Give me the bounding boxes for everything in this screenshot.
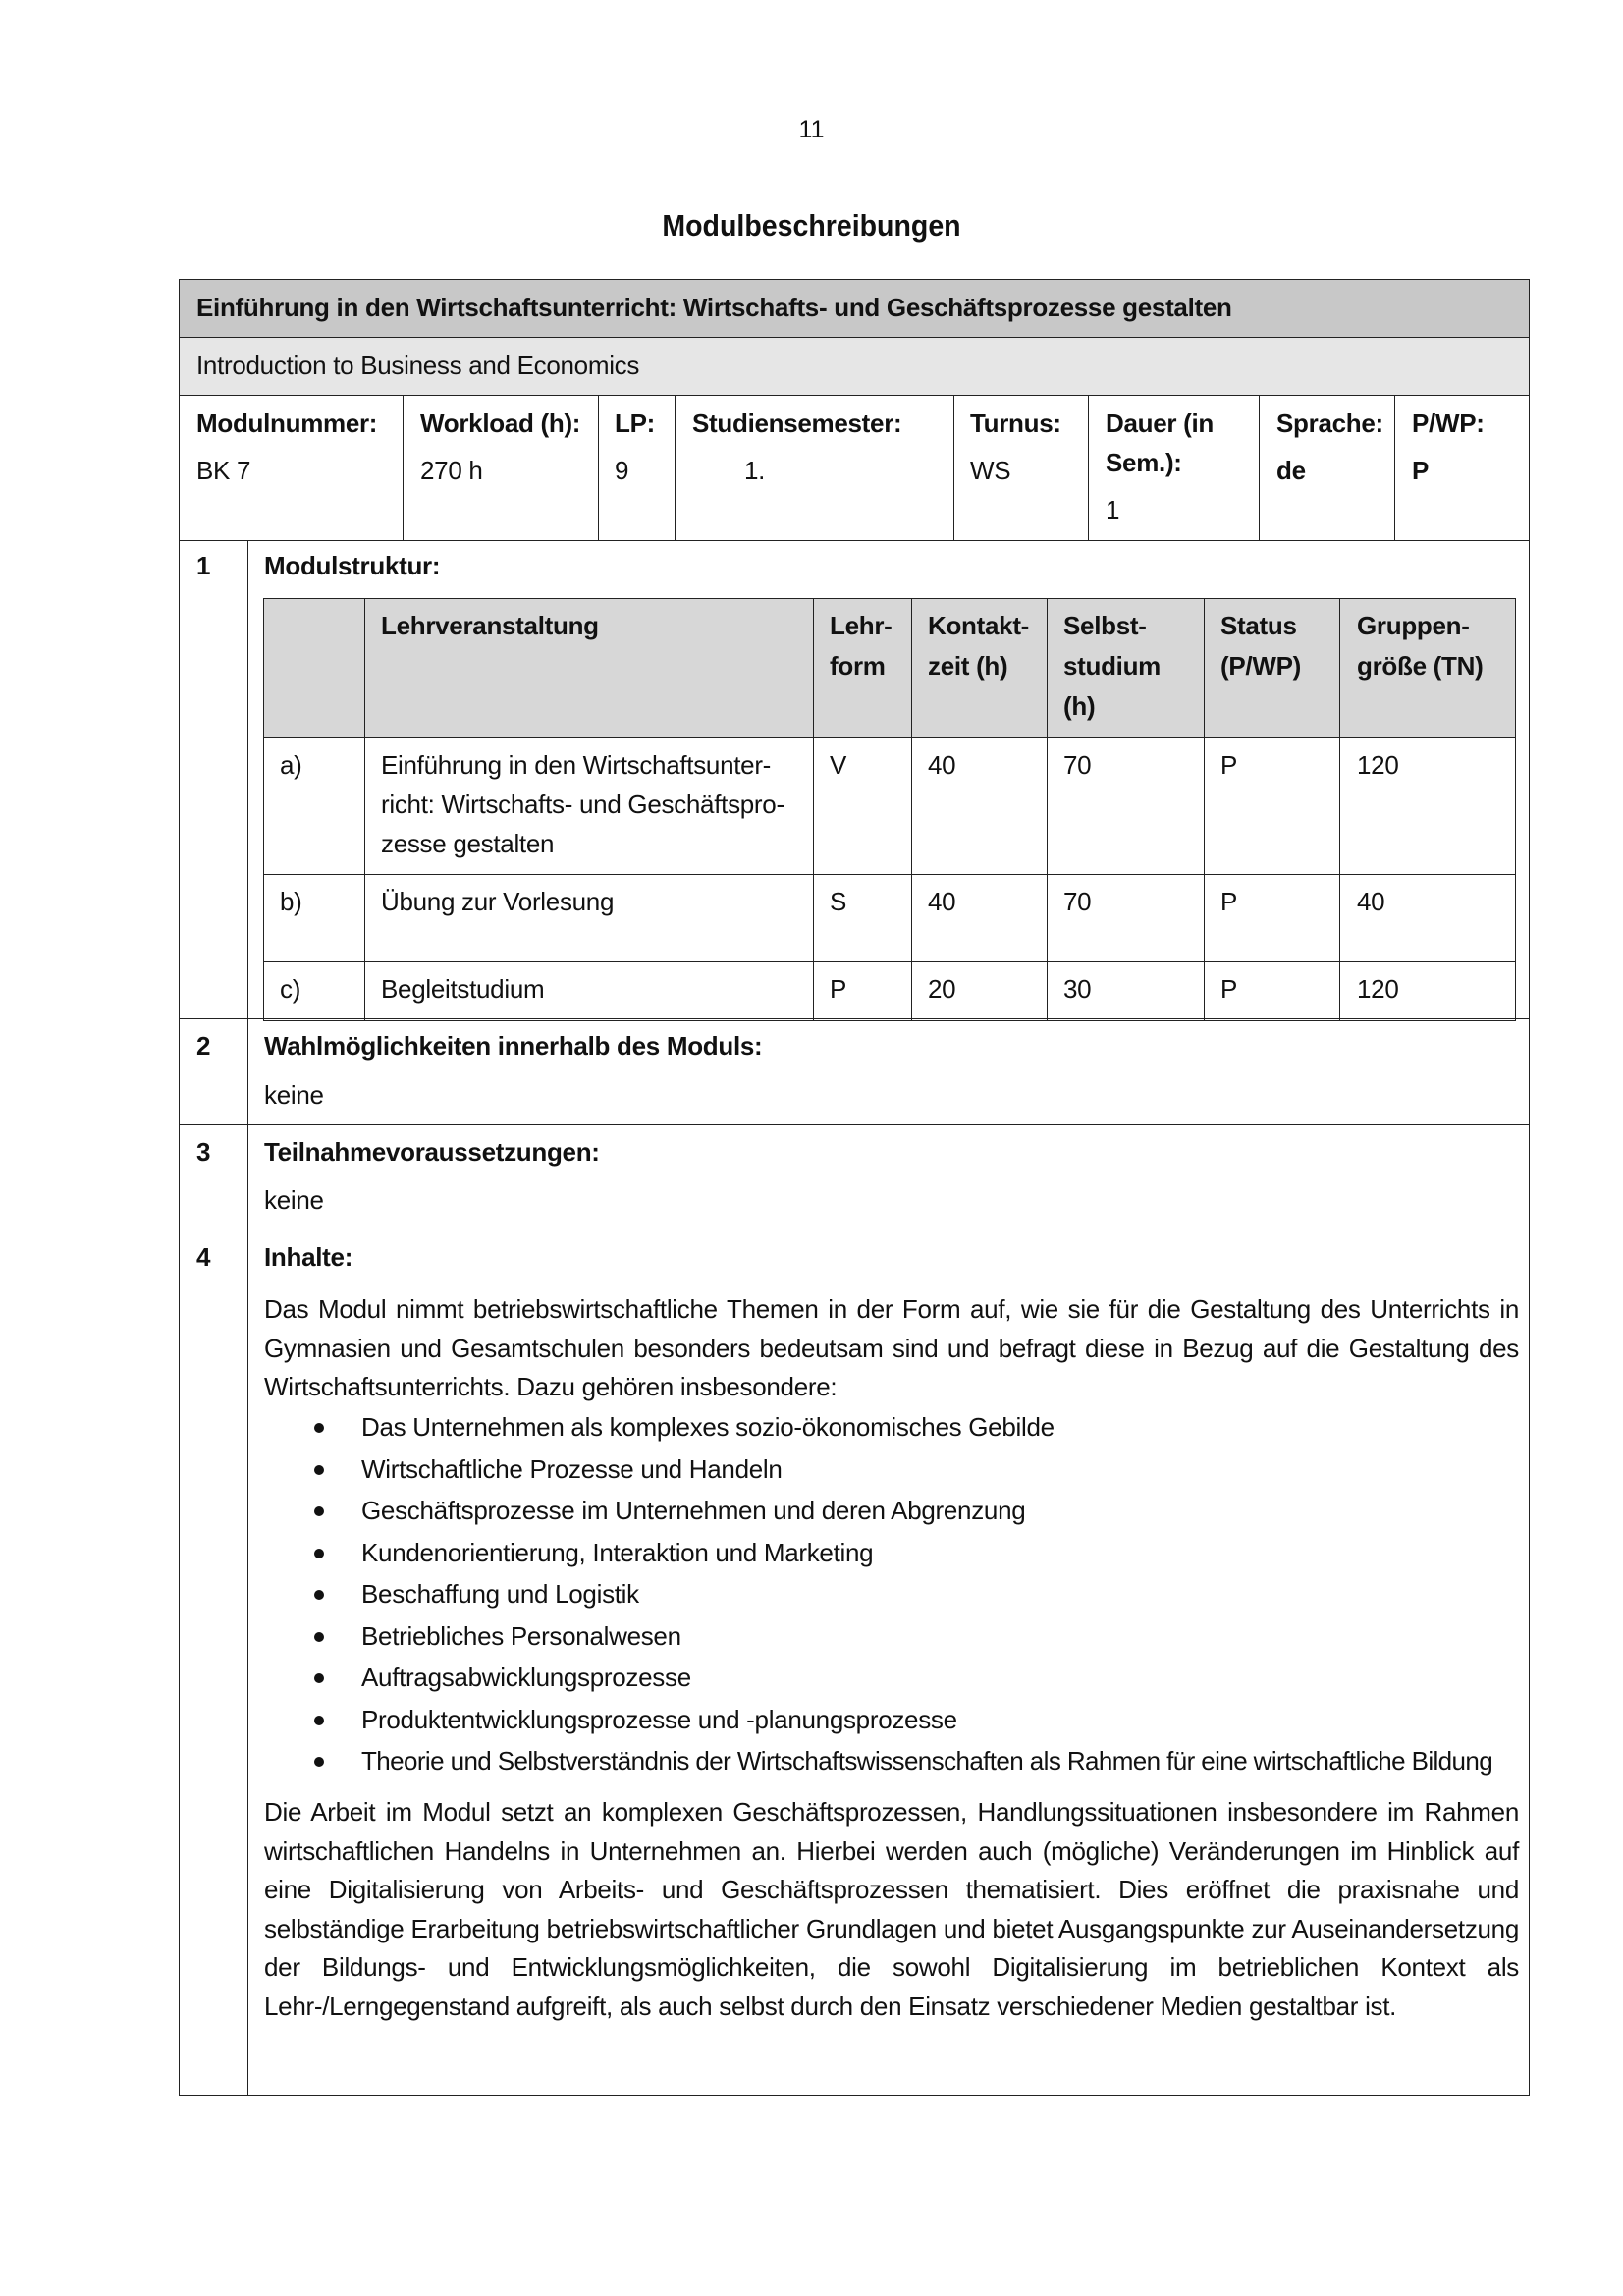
- divider: [598, 395, 599, 540]
- header-lehrform: Lehr-: [830, 611, 893, 640]
- bullet-icon: [314, 1549, 324, 1558]
- list-item-text: Auftragsabwicklungsprozesse: [361, 1663, 691, 1692]
- header-selbststudium-unit: (h): [1063, 691, 1096, 721]
- bullet-icon: [314, 1590, 324, 1600]
- dauer-value: 1: [1106, 495, 1120, 524]
- row-a-lehrform: V: [830, 750, 847, 780]
- list-item: [310, 1657, 1492, 1699]
- divider: [263, 874, 1516, 875]
- row-b-id: b): [280, 887, 302, 916]
- list-item-text: Das Unternehmen als komplexes sozio-ökonomisches Gebilde: [361, 1412, 1055, 1442]
- row-c-status: P: [1220, 974, 1238, 1004]
- divider: [179, 337, 1530, 338]
- bullet-icon: [314, 1673, 324, 1683]
- modulnummer-label: Modulnummer:: [196, 409, 378, 438]
- turnus-value: WS: [970, 456, 1011, 485]
- list-item: [310, 1532, 1492, 1574]
- section-4-intro: Das Modul nimmt betriebswirtschaftliche Themen in der Form auf, wie sie für die Gestaltung des Unterrichts in Gymnasien und Gesamtschulen besonders bedeutsam sind und befragt diese in Bezug auf die Gestaltung des Wirtschaftsunterrichts. Dazu gehören insbesondere:: [264, 1294, 1519, 1401]
- bullet-icon: [314, 1757, 324, 1767]
- section-4-outro: Die Arbeit im Modul setzt an komplexen Geschäftsprozessen, Handlungssituationen insbesondere im Rahmen wirtschaftlichen Handelns in Unternehmen an. Hierbei werden auch (mögliche) Veränderungen im Hinblick auf eine Digitalisierung von Arbeits- und Geschäftsprozessen thematisiert. Dies eröffnet die praxisnahe und selbständige Erarbeitung betriebswirtschaftlicher Grundlagen und bietet Ausgangspunkte zur Auseinandersetzung der Bildungs- und Entwicklungsmöglichkeiten, die sowohl Digitalisierung im betrieblichen Kontext als Lehr-/Lerngegenstand aufgreift, als auch selbst durch den Einsatz verschiedener Medien gestaltbar ist.: [264, 1797, 1519, 2021]
- list-item-text: Wirtschaftliche Prozesse und Handeln: [361, 1453, 783, 1484]
- list-item: [310, 1740, 1492, 1782]
- row-a-gruppengroesse: 120: [1357, 750, 1399, 780]
- row-a-name-line3: zesse gestalten: [381, 829, 555, 858]
- bullet-icon: [314, 1716, 324, 1725]
- modulnummer-value: BK 7: [196, 456, 251, 485]
- section-2-text: keine: [264, 1080, 324, 1110]
- section-3-number: 3: [196, 1137, 211, 1167]
- list-item: [310, 1615, 1492, 1658]
- list-item-text: Theorie und Selbstverständnis der Wirtschaftswissenschaften als Rahmen für eine wirtschaftliche Bildung: [361, 1746, 1493, 1776]
- header-gruppengroesse: Gruppen-: [1357, 611, 1470, 640]
- list-item-text: Betriebliches Personalwesen: [361, 1620, 681, 1651]
- page-number: 11: [798, 116, 825, 143]
- row-c-lehrform: P: [830, 974, 847, 1004]
- row-b-selbststudium: 70: [1063, 887, 1092, 916]
- row-b-status: P: [1220, 887, 1238, 916]
- row-c-gruppengroesse: 120: [1357, 974, 1399, 1004]
- semester-value: 1.: [744, 456, 766, 485]
- divider: [1047, 598, 1048, 1020]
- section-4-heading: Inhalte:: [264, 1242, 353, 1272]
- row-c-kontaktzeit: 20: [928, 974, 956, 1004]
- divider: [1394, 395, 1395, 540]
- module-title: Einführung in den Wirtschaftsunterricht: Wirtschafts- und Geschäftsprozesse gestalten: [196, 293, 1232, 322]
- row-a-selbststudium: 70: [1063, 750, 1092, 780]
- header-kontaktzeit: Kontakt-: [928, 611, 1030, 640]
- divider: [403, 395, 404, 540]
- row-a-kontaktzeit: 40: [928, 750, 956, 780]
- row-c-id: c): [280, 974, 301, 1004]
- list-item: [310, 1699, 1492, 1741]
- section-3-text: keine: [264, 1185, 324, 1215]
- section-4-number: 4: [196, 1242, 211, 1272]
- section-1-number: 1: [196, 551, 211, 580]
- row-c-name: Begleitstudium: [381, 974, 545, 1004]
- divider: [263, 961, 1516, 962]
- divider: [263, 598, 1516, 599]
- dauer-label-cont: Sem.):: [1106, 448, 1182, 477]
- list-item-text: Kundenorientierung, Interaktion und Marketing: [361, 1537, 874, 1567]
- divider: [675, 395, 676, 540]
- divider: [179, 395, 1530, 396]
- pwp-label: P/WP:: [1412, 409, 1485, 438]
- list-item-text: Produktentwicklungsprozesse und -planungsprozesse: [361, 1704, 957, 1734]
- section-3-heading: Teilnahmevoraussetzungen:: [264, 1137, 600, 1167]
- lp-label: LP:: [615, 409, 655, 438]
- workload-value: 270 h: [420, 456, 483, 485]
- header-gruppengroesse-cont: größe (TN): [1357, 651, 1484, 681]
- row-b-kontaktzeit: 40: [928, 887, 956, 916]
- turnus-label: Turnus:: [970, 409, 1061, 438]
- row-c-selbststudium: 30: [1063, 974, 1092, 1004]
- section-2-number: 2: [196, 1031, 211, 1061]
- header-lehrform-cont: form: [830, 651, 886, 681]
- list-item-text: Beschaffung und Logistik: [361, 1579, 639, 1609]
- row-a-name: Einführung in den Wirtschaftsunter-: [381, 750, 772, 780]
- sprache-label: Sprache:: [1276, 409, 1383, 438]
- section-1-heading: Modulstruktur:: [264, 551, 441, 580]
- divider: [263, 598, 264, 1020]
- pwp-value: P: [1412, 456, 1430, 485]
- divider: [247, 540, 248, 2096]
- divider: [179, 540, 1530, 541]
- lp-value: 9: [615, 456, 629, 485]
- row-a-status: P: [1220, 750, 1238, 780]
- divider: [813, 598, 814, 1020]
- semester-label: Studiensemester:: [692, 409, 902, 438]
- list-item: [310, 1490, 1492, 1532]
- section-2-heading: Wahlmöglichkeiten innerhalb des Moduls:: [264, 1031, 763, 1061]
- dauer-label: Dauer (in: [1106, 409, 1214, 438]
- workload-label: Workload (h):: [420, 409, 581, 438]
- module-english-title: Introduction to Business and Economics: [196, 351, 640, 380]
- list-item: [310, 1406, 1492, 1449]
- divider: [953, 395, 954, 540]
- row-a-name-line2: richt: Wirtschafts- und Geschäftspro-: [381, 790, 784, 819]
- row-b-name: Übung zur Vorlesung: [381, 887, 615, 916]
- row-b-gruppengroesse: 40: [1357, 887, 1385, 916]
- bullet-icon: [314, 1632, 324, 1642]
- list-item-text: Geschäftsprozesse im Unternehmen und deren Abgrenzung: [361, 1496, 1026, 1525]
- divider: [1339, 598, 1340, 1020]
- header-selbststudium: Selbst-: [1063, 611, 1147, 640]
- divider: [263, 1020, 1516, 1021]
- header-kontaktzeit-cont: zeit (h): [928, 651, 1008, 681]
- divider: [179, 1124, 1530, 1125]
- divider: [1204, 598, 1205, 1020]
- list-item: [310, 1573, 1492, 1615]
- sprache-value: de: [1276, 456, 1306, 485]
- header-selbststudium-cont: studium: [1063, 651, 1162, 681]
- divider: [1515, 598, 1516, 1020]
- header-status: Status: [1220, 611, 1297, 640]
- bullet-icon: [314, 1423, 324, 1433]
- header-lehrveranstaltung: Lehrveranstaltung: [381, 611, 599, 640]
- list-item: [310, 1449, 1492, 1491]
- header-status-cont: (P/WP): [1220, 651, 1301, 681]
- row-a-id: a): [280, 750, 302, 780]
- divider: [1259, 395, 1260, 540]
- row-b-lehrform: S: [830, 887, 847, 916]
- divider: [1088, 395, 1089, 540]
- bullet-icon: [314, 1506, 324, 1516]
- content-topics-list: [310, 1406, 1492, 1782]
- bullet-icon: [314, 1465, 324, 1475]
- divider: [263, 737, 1516, 738]
- divider: [911, 598, 912, 1020]
- divider: [364, 598, 365, 1020]
- document-title: Modulbeschreibungen: [662, 208, 961, 243]
- divider: [179, 1018, 1530, 1019]
